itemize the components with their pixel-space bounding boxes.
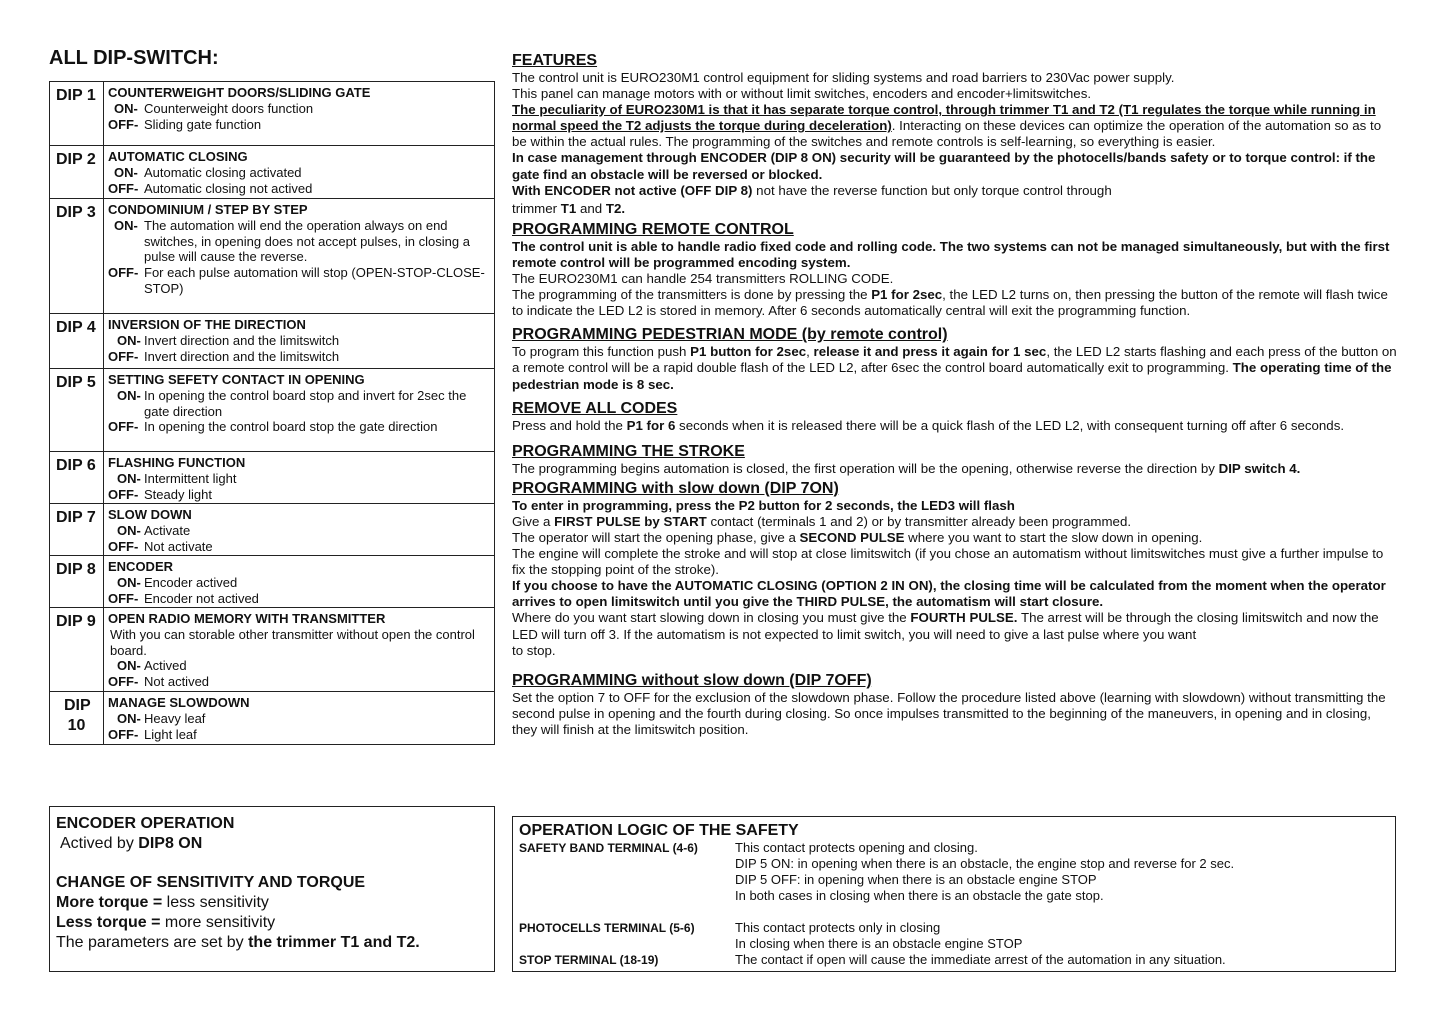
off-label: OFF- [108,419,139,435]
stroke-dip: DIP switch 4. [1218,460,1301,476]
pedestrian-title: PROGRAMMING PEDESTRIAN MODE (by remote control) [512,326,948,344]
pedestrian-p1: P1 button for 2sec [690,344,807,360]
off-label: OFF- [108,265,139,281]
dip-row [50,692,494,744]
on-label: ON- [117,574,141,590]
noslow-text: Set the option 7 to OFF for the exclusion of the slowdown phase. Follow the procedure listed above (learning with slowdown) without transmitting the second pulse in opening and the fourth during closing. So once impulses transmitted to the beginning of the maneuvers, in opening and in closing, they will finish at the limitswitch position. [512,689,1386,737]
off-text: In opening the control board stop the gate direction [144,419,438,435]
dip-row [50,314,494,369]
on-text: Heavy leaf [144,710,206,726]
pedestrian-release: release it and press it again for 1 sec [813,344,1047,360]
slow-l7: to stop. [512,642,556,658]
page-title: ALL DIP-SWITCH: [49,47,219,69]
dip-row [50,452,494,504]
on-text: Encoder actived [144,574,238,590]
remote-p3: The programming of the transmitters is done by pressing the [512,287,872,303]
sensitivity-title: CHANGE OF SENSITIVITY AND TORQUE [56,874,366,891]
off-label: OFF- [108,674,139,690]
on-label: ON- [114,164,138,180]
safety-title: OPERATION LOGIC OF THE SAFETY [519,822,799,839]
features-t2: T2. [605,200,626,216]
less-torque-label: Less torque = [56,914,161,931]
dip-label: DIP 8 [56,561,96,578]
on-label: ON- [114,100,138,116]
remote-p1-key: P1 for 2sec [871,287,943,303]
on-label: ON- [117,470,141,486]
remote-p1: The control unit is able to handle radio fixed code and rolling code. The two systems can not be managed simultaneously, but with the first remote control will be programmed encoding system. [512,238,1390,270]
off-text: Steady light [144,486,212,502]
dip-row [50,556,494,608]
dip-label: DIP 6 [56,457,96,474]
noslow-title: PROGRAMMING without slow down (DIP 7OFF) [512,671,872,689]
remote-p3-rest: , the LED L2 turns on, then pressing the button of the remote will flash twice to indicate the LED L2 is stored in memory. After 6 seconds automatically central will exit the programming function. [512,287,1388,319]
features-and: and [576,200,606,216]
on-text: Actived [144,658,187,674]
pedestrian-text-2: , the LED L2 starts flashing and each press of the button on a remote control will be a rapid double flash of the LED L2, after 6sec the control board automatically exit to programming. [512,344,1397,376]
stroke-title: PROGRAMMING THE STROKE [512,442,745,460]
slow-l6-rest: The arrest will be through the closing limitswitch and now the LED will turn off 3. If the automatism is not expected to limit switch, you will need to give a last pulse where you want [512,610,1379,642]
dip-heading: SLOW DOWN [108,507,192,522]
on-text: In opening the control board stop and invert for 2sec the gate direction [144,387,467,419]
pedestrian-time: The operating time of the pedestrian mode is 8 sec. [512,360,1392,392]
stop-terminal-text: The contact if open will cause the immediate arrest of the automation in any situation. [735,952,1226,967]
off-text: Invert direction and the limitswitch [144,348,340,364]
dip-row [50,608,494,692]
slow-l5: If you choose to have the AUTOMATIC CLOSING (OPTION 2 IN ON), the closing time will be calculated from the moment when the operator arrives to open limitswitch until you give the THIRD PULSE, the automatism will start closure. [512,578,1386,610]
dip-row [50,82,494,146]
dip-row [50,504,494,556]
dip-heading: FLASHING FUNCTION [108,455,246,470]
slow-l3: The operator will start the opening phase, give a [512,529,800,545]
dip-heading: CONDOMINIUM / STEP BY STEP [108,202,308,217]
dip-heading: MANAGE SLOWDOWN [108,695,250,710]
off-text: For each pulse automation will stop (OPEN-STOP-CLOSE-STOP) [144,265,485,296]
dip-label: DIP 7 [56,509,96,526]
off-text: Light leaf [144,726,197,742]
stop-terminal-label: STOP TERMINAL (18-19) [519,953,659,967]
dip-label: DIP 10 [64,697,91,734]
off-label: OFF- [108,486,139,502]
off-text: Not actived [144,674,210,690]
off-text: Sliding gate function [144,116,262,132]
encoder-actived-text: Actived by [60,835,139,852]
on-text: Automatic closing activated [144,164,302,180]
features-encoder-note: In case management through ENCODER (DIP 8 ON) security will be guaranteed by the photocells/bands safety or to torque control: if the gate find an obstacle will be reversed or blocked. [512,150,1376,182]
dip-label: DIP 4 [56,319,96,336]
slow-l4: The engine will complete the stroke and will stop at close limitswitch (if you chose an automatism without limitswitches must give a further impulse to fix the stopping point of the stroke). [512,546,1384,578]
slow-l2-rest: contact (terminals 1 and 2) or by transmitter already been programmed. [706,513,1132,529]
safety-band-line: In both cases in closing when there is an obstacle the gate stop. [735,888,1104,903]
slow-first-pulse: FIRST PULSE by START [554,513,707,529]
features-title: FEATURES [512,52,598,69]
off-label: OFF- [108,726,139,742]
pedestrian-sep: , [806,344,814,360]
on-text: Activate [144,522,191,538]
features-p2: This panel can manage motors with or without limit switches, encoders and encoder+limitswitches. [512,86,1092,102]
on-label: ON- [114,217,138,233]
off-label: OFF- [108,538,139,554]
on-label: ON- [117,658,141,674]
dip-heading: COUNTERWEIGHT DOORS/SLIDING GATE [108,85,371,100]
remote-p2: The EURO230M1 can handle 254 transmitters ROLLING CODE. [512,271,894,287]
stroke-text: The programming begins automation is closed, the first operation will be the opening, otherwise reverse the direction by [512,460,1219,476]
params-text: The parameters are set by [56,934,249,951]
more-torque-text: less sensitivity [162,894,269,911]
features-no-encoder: With ENCODER not active (OFF DIP 8) [512,182,753,198]
slow-second-pulse: SECOND PULSE [799,529,905,545]
less-torque-text: more sensitivity [160,914,276,931]
remote-title: PROGRAMMING REMOTE CONTROL [512,220,794,238]
slow-title: PROGRAMMING with slow down (DIP 7ON) [512,479,839,497]
on-text: Counterweight doors function [144,100,314,116]
off-label: OFF- [108,590,139,606]
encoder-title: ENCODER OPERATION [56,815,235,832]
more-torque-label: More torque = [56,894,163,911]
on-label: ON- [117,522,141,538]
dip-label: DIP 9 [56,613,96,630]
features-p6: trimmer [512,200,561,216]
params-trimmers: the trimmer T1 and T2. [248,934,420,951]
encoder-actived-dip: DIP8 ON [138,835,203,852]
dip-heading: OPEN RADIO MEMORY WITH TRANSMITTER [108,611,386,626]
dip-switch-table [49,81,495,745]
safety-band-line: DIP 5 ON: in opening when there is an obstacle, the engine stop and reverse for 2 sec. [735,856,1235,871]
on-text: Invert direction and the limitswitch [144,332,340,348]
dip-heading: INVERSION OF THE DIRECTION [108,317,306,332]
slow-l6: Where do you want start slowing down in closing you must give the [512,610,911,626]
safety-band-line: DIP 5 OFF: in opening when there is an obstacle engine STOP [735,872,1097,887]
dip-label: DIP 5 [56,374,96,391]
dip-note: With you can storable other transmitter without open the control board. [110,626,475,658]
dip-row [50,146,494,199]
features-peculiarity: The peculiarity of EURO230M1 is that it has separate torque control, through trimmer T1 and T2 (T1 regulates the torque while running in normal speed the T2 adjusts the torque during deceleration) [512,102,1376,134]
dip-heading: ENCODER [108,559,174,574]
on-text: Intermittent light [144,470,237,486]
dip-label: DIP 1 [56,87,96,104]
slow-l3-rest: where you want to start the slow down in opening. [904,529,1203,545]
photocells-line: This contact protects only in closing [735,920,941,935]
encoder-operation-box [49,806,495,972]
features-p1: The control unit is EURO230M1 control equipment for sliding systems and road barriers to 230Vac power supply. [512,70,1175,85]
slow-fourth-pulse: FOURTH PULSE. [910,610,1018,626]
photocells-line: In closing when there is an obstacle engine STOP [735,936,1023,951]
features-p3: . Interacting on these devices can optimize the operation of the automation so as to be within the actual rules. The programming of the switches and remote controls is self-learning, so everything is easier. [512,118,1382,150]
dip-heading: SETTING SEFETY CONTACT IN OPENING [108,372,365,387]
remove-text: Press and hold the [512,417,627,433]
off-label: OFF- [108,180,139,196]
off-label: OFF- [108,116,139,132]
dip-row [50,199,494,314]
on-label: ON- [117,332,141,348]
off-label: OFF- [108,348,139,364]
off-text: Encoder not actived [144,590,259,606]
photocells-label: PHOTOCELLS TERMINAL (5-6) [519,921,695,935]
safety-band-label: SAFETY BAND TERMINAL (4-6) [519,841,698,855]
safety-band-line: This contact protects opening and closing. [735,840,978,855]
slow-l1: To enter in programming, press the P2 button for 2 seconds, the LED3 will flash [512,497,1015,513]
remove-p1: P1 for 6 [626,417,676,433]
pedestrian-text: To program this function push [512,344,691,360]
dip-heading: AUTOMATIC CLOSING [108,149,248,164]
dip-label: DIP 2 [56,151,96,168]
off-text: Automatic closing not actived [144,180,313,196]
remove-title: REMOVE ALL CODES [512,399,678,417]
off-text: Not activate [144,538,213,554]
features-p5: not have the reverse function but only torque control through [752,182,1112,198]
slow-l2: Give a [512,513,555,529]
dip-label: DIP 3 [56,204,96,221]
on-label: ON- [117,387,141,403]
on-label: ON- [117,710,141,726]
features-t1: T1 [560,200,577,216]
on-text: The automation will end the operation always on end switches, in opening does not accept pulses, in closing a pulse will cause the reverse. [144,217,470,265]
dip-row [50,369,494,452]
remove-text-2: seconds when it is released there will be a quick flash of the LED L2, with consequent turning off after 6 seconds. [675,417,1345,433]
instructions-column [512,51,1397,738]
safety-logic-box [512,816,1396,972]
